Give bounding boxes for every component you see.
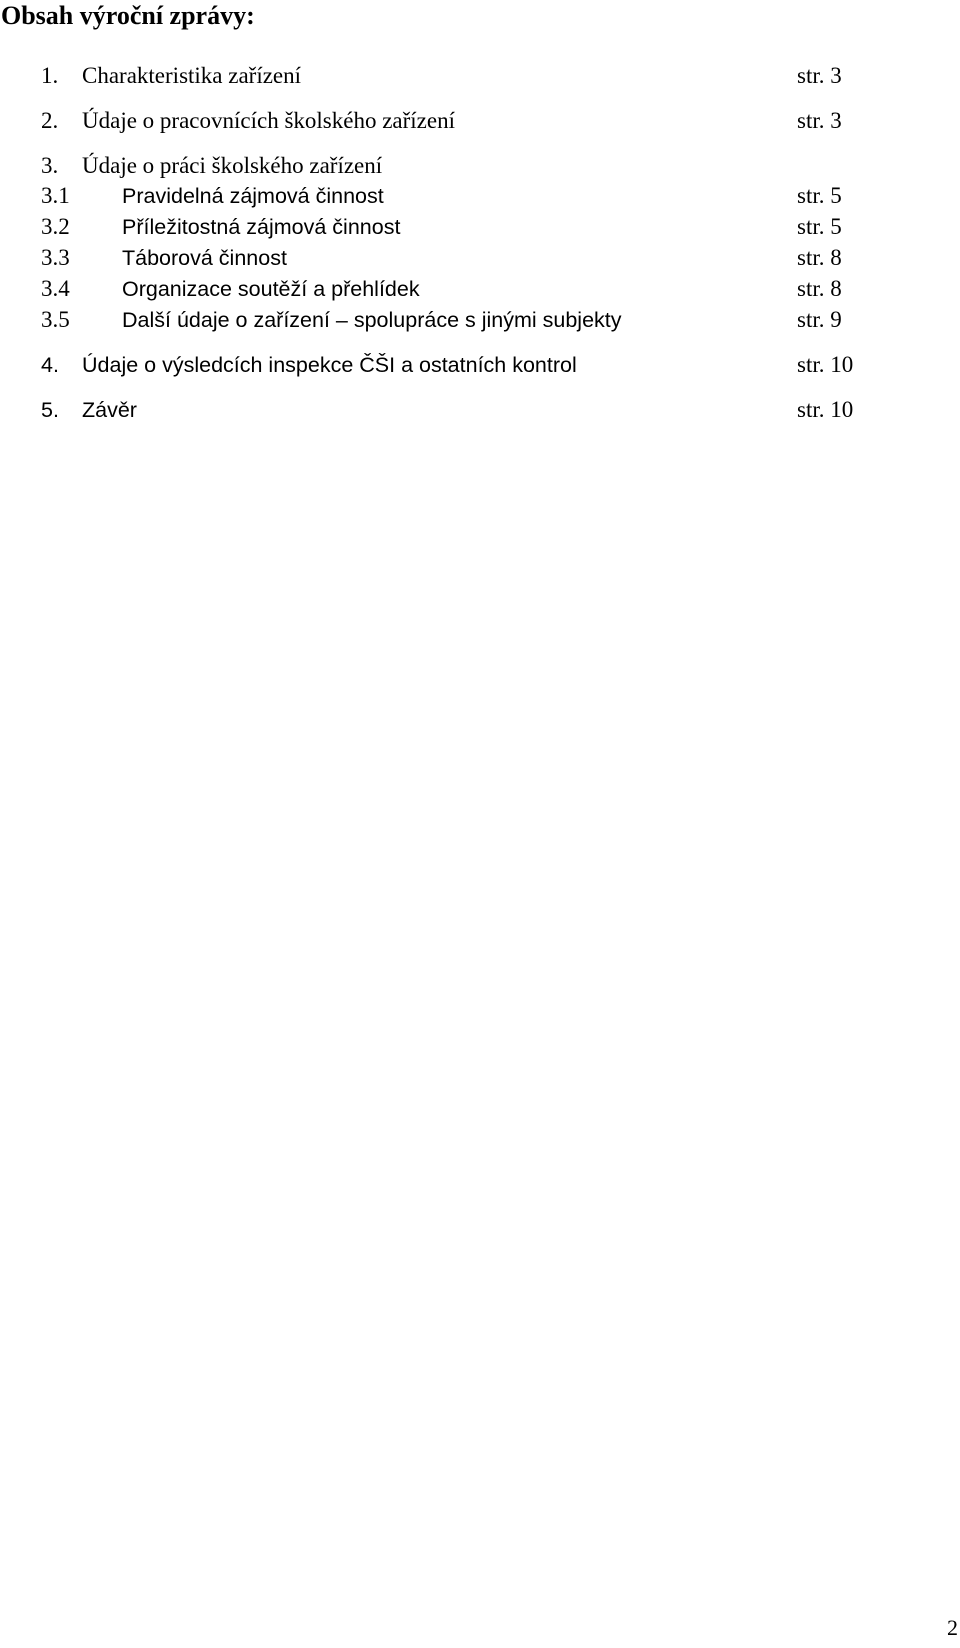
toc-label: Příležitostná zájmová činnost (122, 215, 401, 239)
toc-label: Závěr (82, 398, 137, 422)
toc-row-3-4 (0, 274, 960, 304)
toc-page: str. 3 (797, 63, 842, 88)
toc-label: Táborová činnost (122, 246, 287, 270)
toc-page: str. 5 (797, 183, 842, 208)
toc-number: 1. (41, 63, 59, 88)
toc-row-3-5 (0, 305, 960, 335)
page-title: Obsah výroční zprávy: (1, 1, 255, 30)
toc-number: 5. (41, 398, 59, 422)
toc-label: Údaje o práci školského zařízení (82, 153, 383, 178)
toc-number: 3.4 (41, 276, 70, 301)
toc-row-5 (0, 395, 960, 425)
toc-row-3-2 (0, 212, 960, 242)
toc-number: 3. (41, 153, 59, 178)
toc-number: 3.3 (41, 245, 70, 270)
toc-label: Charakteristika zařízení (82, 63, 302, 88)
toc-page: str. 5 (797, 214, 842, 239)
toc-label: Údaje o výsledcích inspekce ČŠI a ostatních kontrol (82, 353, 577, 377)
toc-row-4 (0, 350, 960, 380)
toc-page: str. 9 (797, 307, 842, 332)
toc-number: 3.1 (41, 183, 70, 208)
toc-page: str. 8 (797, 245, 842, 270)
toc-page: str. 8 (797, 276, 842, 301)
toc-label: Organizace soutěží a přehlídek (122, 277, 420, 301)
toc-number: 2. (41, 108, 59, 133)
toc-row-2 (0, 106, 960, 136)
toc-page: str. 3 (797, 108, 842, 133)
toc-row-3-1 (0, 181, 960, 211)
toc-label: Údaje o pracovnících školského zařízení (82, 108, 455, 133)
toc-row-1 (0, 61, 960, 91)
toc-row-3 (0, 151, 960, 181)
toc-page: str. 10 (797, 352, 854, 377)
toc-page: str. 10 (797, 397, 854, 422)
toc-row-3-3 (0, 243, 960, 273)
toc-number: 3.2 (41, 214, 70, 239)
toc-number: 4. (41, 353, 59, 377)
toc-label: Pravidelná zájmová činnost (122, 184, 384, 208)
toc-number: 3.5 (41, 307, 70, 332)
page-number: 2 (947, 1615, 958, 1640)
toc-label: Další údaje o zařízení – spolupráce s jinými subjekty (122, 308, 622, 332)
